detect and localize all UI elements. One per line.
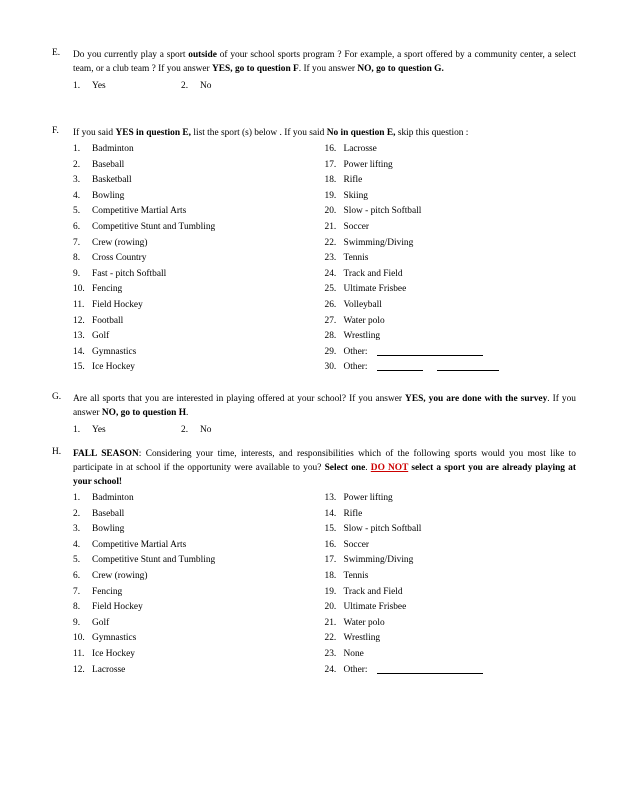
sport-option[interactable] [73,522,325,538]
sport-option[interactable] [73,647,325,663]
sport-option[interactable] [325,616,577,632]
option-label: Badminton [92,144,134,154]
sport-option[interactable] [73,267,325,283]
option-number: 25. [324,284,337,295]
option-label: Other: [343,362,368,373]
sport-option[interactable] [325,298,577,314]
sport-option[interactable] [73,491,325,507]
sport-option[interactable] [73,360,325,376]
other-entry-field[interactable] [377,345,483,356]
option-number: 17. [324,159,337,170]
option-number: 26. [324,299,337,310]
option-label: Wrestling [343,331,381,342]
option-label: Ice Hockey [92,648,135,659]
option-label: Ultimate Frisbee [343,284,407,295]
option-number: 6. [73,570,81,581]
option-number: 13. [324,493,337,503]
sport-option[interactable] [325,204,577,220]
option-label: Fencing [92,586,123,597]
question-letter: F. [52,126,59,136]
option-number: 5. [73,555,81,566]
sport-option[interactable] [73,251,325,267]
sport-option[interactable] [73,189,325,205]
sport-option[interactable] [325,158,577,174]
sport-option[interactable] [73,585,325,601]
option-label: Other: [343,346,368,357]
option-label: Skiing [343,190,368,201]
sport-option[interactable] [325,220,577,236]
do-not-warning: DO NOT [370,463,409,473]
sport-list [73,491,576,678]
option-label: Basketball [92,175,132,186]
question-letter: E. [52,48,61,58]
option-number: 16. [324,539,337,550]
sport-list-column-1 [73,491,325,678]
option-label: Power lifting [343,159,393,170]
sport-option[interactable] [325,585,577,601]
option-number: 21. [324,221,337,232]
sport-option[interactable] [325,142,577,158]
option-number: 6. [73,221,81,232]
sport-option[interactable] [325,631,577,647]
question-text: Are all sports that you are interested in playing offered at your school? If you answer YES, you are done with the survey. If you answer NO, go to question H. [73,394,576,418]
sport-option[interactable] [73,314,325,330]
option-label: Competitive Stunt and Tumbling [92,555,216,566]
option-label: Lacrosse [343,144,377,154]
other-entry-field[interactable] [437,360,499,371]
option-label: Soccer [343,539,370,550]
option-number: 24. [324,268,337,279]
option-number: 23. [324,648,337,659]
option-label: Competitive Martial Arts [92,539,187,550]
sport-option[interactable] [73,173,325,189]
question-letter: H. [52,447,62,457]
option-number: 5. [73,206,81,217]
option-label: Crew (rowing) [92,570,148,581]
option-label: Wrestling [343,633,381,644]
option-number: 4. [73,190,81,201]
option-label: Water polo [343,315,385,326]
option-label: Lacrosse [92,664,126,675]
sport-option[interactable] [73,329,325,345]
option-label: Tennis [343,570,369,581]
answer-options [73,78,576,94]
sport-option[interactable] [325,553,577,569]
option-no[interactable]: 2. No [181,425,212,435]
option-number: 2. [73,159,81,170]
option-number: 13. [73,331,85,342]
option-number: 1. [73,144,81,154]
option-number: 7. [73,237,81,248]
option-label: Slow - pitch Softball [343,524,422,535]
sport-option[interactable] [73,142,325,158]
sport-list-column-1 [73,142,325,376]
sport-option[interactable] [325,236,577,252]
sport-option[interactable] [73,616,325,632]
option-label: Competitive Stunt and Tumbling [92,221,216,232]
sport-option[interactable] [325,507,577,523]
option-number: 28. [324,331,337,342]
option-label: Field Hockey [92,299,143,310]
option-yes[interactable]: 1. Yes [73,81,106,91]
option-label: Track and Field [343,268,403,279]
option-number: 30. [324,362,337,373]
option-label: Water polo [343,617,385,628]
sport-option[interactable] [325,251,577,267]
sport-option[interactable] [73,538,325,554]
option-label: Gymnastics [92,346,137,357]
option-label: Slow - pitch Softball [343,206,422,217]
option-no[interactable]: 2. No [181,81,212,91]
sport-option[interactable] [325,569,577,585]
option-label: Badminton [92,493,134,503]
sport-option[interactable] [325,538,577,554]
option-label: Ultimate Frisbee [343,602,407,613]
option-label: Swimming/Diving [343,237,414,248]
question-letter: G. [52,392,62,402]
option-number: 15. [73,362,85,373]
sport-option[interactable] [325,600,577,616]
option-label: Fast - pitch Softball [92,268,167,279]
sport-option[interactable] [325,647,577,663]
option-label: Other: [343,664,368,675]
option-number: 17. [324,555,337,566]
option-label: Bowling [92,190,125,201]
option-number: 18. [324,175,337,186]
sport-option[interactable] [73,282,325,298]
sport-option[interactable] [325,329,577,345]
option-label: Cross Country [92,253,147,264]
option-number: 24. [324,664,337,675]
question-g [52,392,576,438]
option-label: Crew (rowing) [92,237,148,248]
question-f [52,126,576,376]
sport-option[interactable] [73,569,325,585]
option-label: Golf [92,617,110,628]
sport-option[interactable] [73,600,325,616]
answer-options [73,422,576,438]
option-label: Golf [92,331,110,342]
option-number: 12. [73,315,85,326]
option-label: Tennis [343,253,369,264]
sport-list [73,142,576,376]
option-number: 9. [73,617,81,628]
sport-option[interactable] [325,345,577,361]
option-number: 19. [324,586,337,597]
option-label: Rifle [343,508,363,519]
option-number: 7. [73,586,81,597]
option-label: Fencing [92,284,123,295]
option-label: Bowling [92,524,125,535]
option-label: Football [92,315,124,326]
option-number: 9. [73,268,81,279]
question-text: Do you currently play a sport outside of your school sports program ? For example, a sport offered by a community center, a select team, or a club team ? If you answer YES, go to question F. If you answer NO, go to question G. [73,50,576,74]
option-label: None [343,648,364,659]
sport-option[interactable] [325,314,577,330]
option-label: Rifle [343,175,363,186]
option-number: 23. [324,253,337,264]
sport-option[interactable] [325,360,577,376]
option-number: 18. [324,570,337,581]
sport-option[interactable] [73,204,325,220]
sport-option[interactable] [73,220,325,236]
option-number: 3. [73,524,81,535]
option-number: 11. [73,648,85,659]
sport-option[interactable] [73,158,325,174]
option-number: 2. [73,508,81,519]
option-number: 19. [324,190,337,201]
other-entry-field[interactable] [377,663,483,674]
sport-option[interactable] [73,507,325,523]
option-label: Power lifting [343,493,393,503]
sport-list-column-2 [325,142,577,376]
sport-option[interactable] [73,663,325,679]
sport-option[interactable] [325,663,577,679]
option-number: 15. [324,524,337,535]
sport-option[interactable] [73,345,325,361]
sport-option[interactable] [325,522,577,538]
option-number: 22. [324,237,337,248]
option-label: Field Hockey [92,602,143,613]
question-text: If you said YES in question E, list the sport (s) below . If you said No in question E, skip this question : [73,128,469,138]
option-number: 12. [73,664,85,675]
option-number: 27. [324,315,337,326]
sport-option[interactable] [325,267,577,283]
option-number: 29. [324,346,337,357]
option-label: Volleyball [343,299,382,310]
option-label: Gymnastics [92,633,137,644]
sport-option[interactable] [73,553,325,569]
option-number: 3. [73,175,81,186]
option-label: Baseball [92,508,125,519]
sport-list-column-2 [325,491,577,678]
option-number: 20. [324,602,337,613]
other-entry-field[interactable] [377,360,423,371]
sport-option[interactable] [73,298,325,314]
option-number: 16. [324,144,337,154]
option-number: 14. [324,508,337,519]
question-text: FALL SEASON: Considering your time, interests, and responsibilities which of the following sports would you most like to participate in at school if the opportunity were available to you? Select one. DO NOT select a sport you are already playing at your school! [73,449,576,487]
option-number: 1. [73,493,81,503]
option-number: 10. [73,633,85,644]
option-number: 10. [73,284,85,295]
question-e [52,48,576,94]
option-label: Baseball [92,159,125,170]
sport-option[interactable] [73,236,325,252]
option-number: 22. [324,633,337,644]
option-number: 11. [73,299,85,310]
option-label: Track and Field [343,586,403,597]
option-label: Competitive Martial Arts [92,206,187,217]
sport-option[interactable] [325,173,577,189]
option-label: Swimming/Diving [343,555,414,566]
option-label: Ice Hockey [92,362,135,373]
option-number: 4. [73,539,81,550]
sport-option[interactable] [325,189,577,205]
question-h [52,447,576,678]
option-number: 21. [324,617,337,628]
option-number: 8. [73,253,81,264]
sport-option[interactable] [73,631,325,647]
option-label: Soccer [343,221,370,232]
option-number: 20. [324,206,337,217]
sport-option[interactable] [325,282,577,298]
sport-option[interactable] [325,491,577,507]
option-number: 8. [73,602,81,613]
option-number: 14. [73,346,85,357]
option-yes[interactable]: 1. Yes [73,425,106,435]
